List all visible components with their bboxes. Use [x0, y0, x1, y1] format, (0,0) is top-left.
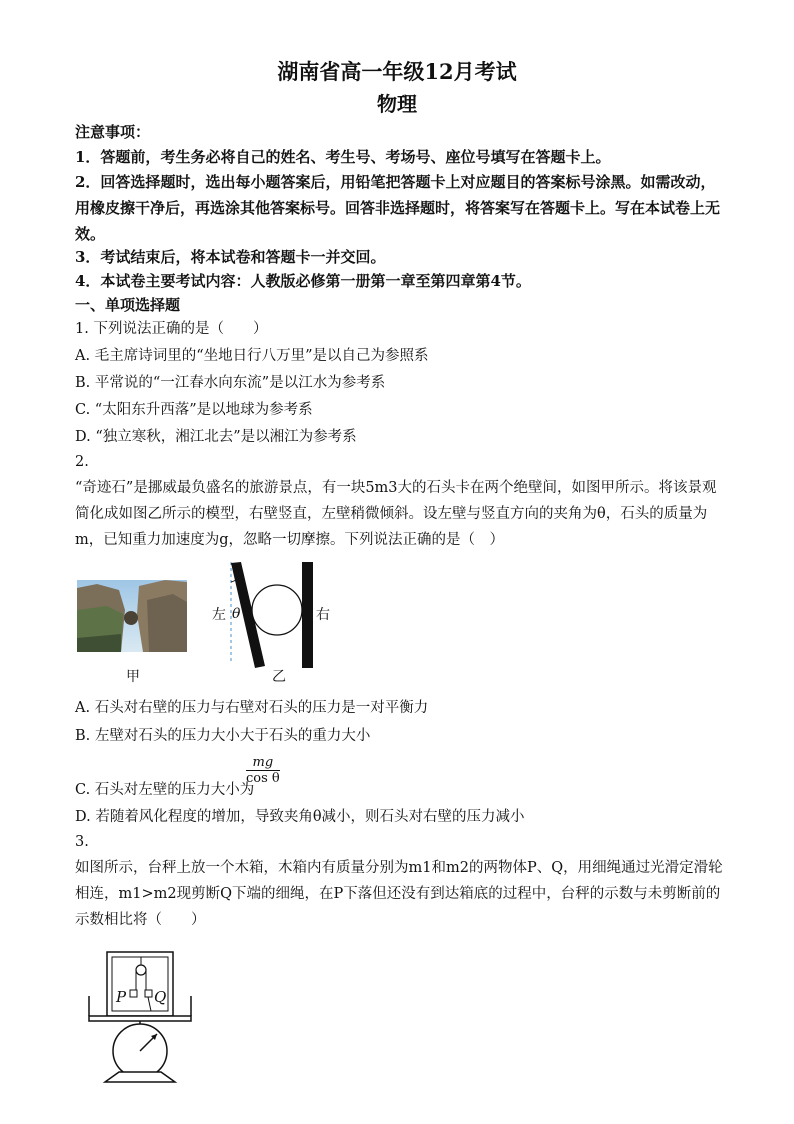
q2-option-c: C. 石头对左壁的压力大小为 [75, 782, 255, 798]
notice-item-3: 3．考试结束后，将本试卷和答题卡一并交回。 [75, 248, 386, 266]
notice-item-2: 2．回答选择题时，选出每小题答案后，用铅笔把答题卡上对应题目的答案标号涂黑。如需改动，用橡皮擦干净后，再选涂其他答案标号。回答非选择题时，将答案写在答题卡上。写在本试卷上无效。 [75, 173, 721, 243]
subject-title: 物理 [377, 92, 417, 116]
q2-option-b: B. 左壁对石头的压力大小大于石头的重力大小 [75, 728, 371, 744]
q1-option-c: C. “太阳东升西落”是以地球为参考系 [75, 402, 313, 418]
scale-base [105, 1072, 175, 1082]
q2-option-a: A. 石头对右壁的压力与右壁对石头的压力是一对平衡力 [75, 700, 429, 716]
q3-number: 3. [75, 834, 89, 850]
scale-platform [89, 1016, 191, 1021]
fraction-denominator: cos θ [246, 771, 280, 786]
q2-option-c-fraction [246, 755, 280, 786]
q2-option-d: D. 若随着风化程度的增加，导致夹角θ减小，则石头对右壁的压力减小 [75, 809, 525, 825]
fig-label-p: P [116, 988, 127, 1006]
rope-q-bottom [148, 997, 151, 1011]
notice-item-1: 1．答题前，考生务必将自己的姓名、考生号、考场号、座位号填写在答题卡上。 [75, 148, 611, 166]
notice-item-4: 4．本试卷主要考试内容：人教版必修第一册第一章至第四章第4节。 [75, 272, 531, 290]
section-heading: 一、单项选择题 [75, 296, 181, 314]
fig-label-right: 右 [316, 607, 330, 623]
fig-label-theta: θ [232, 606, 241, 622]
pulley-icon [136, 965, 146, 975]
fig-label-q: Q [154, 988, 167, 1006]
diagram-scale-box-pulley [85, 948, 195, 1088]
fraction-numerator: mg [246, 755, 280, 771]
fig-label-left: 左 [212, 607, 226, 623]
right-wall [302, 562, 313, 668]
exam-title: 湖南省高一年级12月考试 [277, 59, 517, 84]
q3-stem: 如图所示，台秤上放一个木箱，木箱内有质量分别为m1和m2的两物体P、Q，用细绳通过光滑定滑轮相连，m1>m2现剪断Q下端的细绳，在P下落但还没有到达箱底的过程中，台秤的示数与未剪断前的示数相比将（ ） [75, 860, 723, 928]
q2-stem: “奇迹石”是挪威最负盛名的旅游景点，有一块5m3大的石头卡在两个绝壁间，如图甲所示。将该景观简化成如图乙所示的模型，右壁竖直，左壁稍微倾斜。设左壁与竖直方向的夹角为θ，石头的质量为m，已知重力加速度为g，忽略一切摩擦。下列说法正确的是（ ） [75, 480, 717, 548]
rock-circle [252, 585, 302, 635]
q1-option-d: D. “独立寒秋，湘江北去”是以湘江为参考系 [75, 429, 357, 445]
fig-label-yi: 乙 [272, 669, 286, 685]
q2-number: 2. [75, 454, 89, 470]
fig-label-jia: 甲 [126, 669, 140, 685]
q1-option-a: A. 毛主席诗词里的“坐地日行八万里”是以自己为参照系 [75, 348, 429, 364]
block-q [145, 990, 152, 997]
q1-stem: 1. 下列说法正确的是（ ） [75, 321, 268, 337]
notice-heading: 注意事项： [75, 123, 151, 141]
q1-option-b: B. 平常说的“一江春水向东流”是以江水为参考系 [75, 375, 386, 391]
block-p [130, 990, 137, 997]
wooden-box [107, 952, 173, 1016]
photo-kjeragbolten [77, 580, 187, 652]
